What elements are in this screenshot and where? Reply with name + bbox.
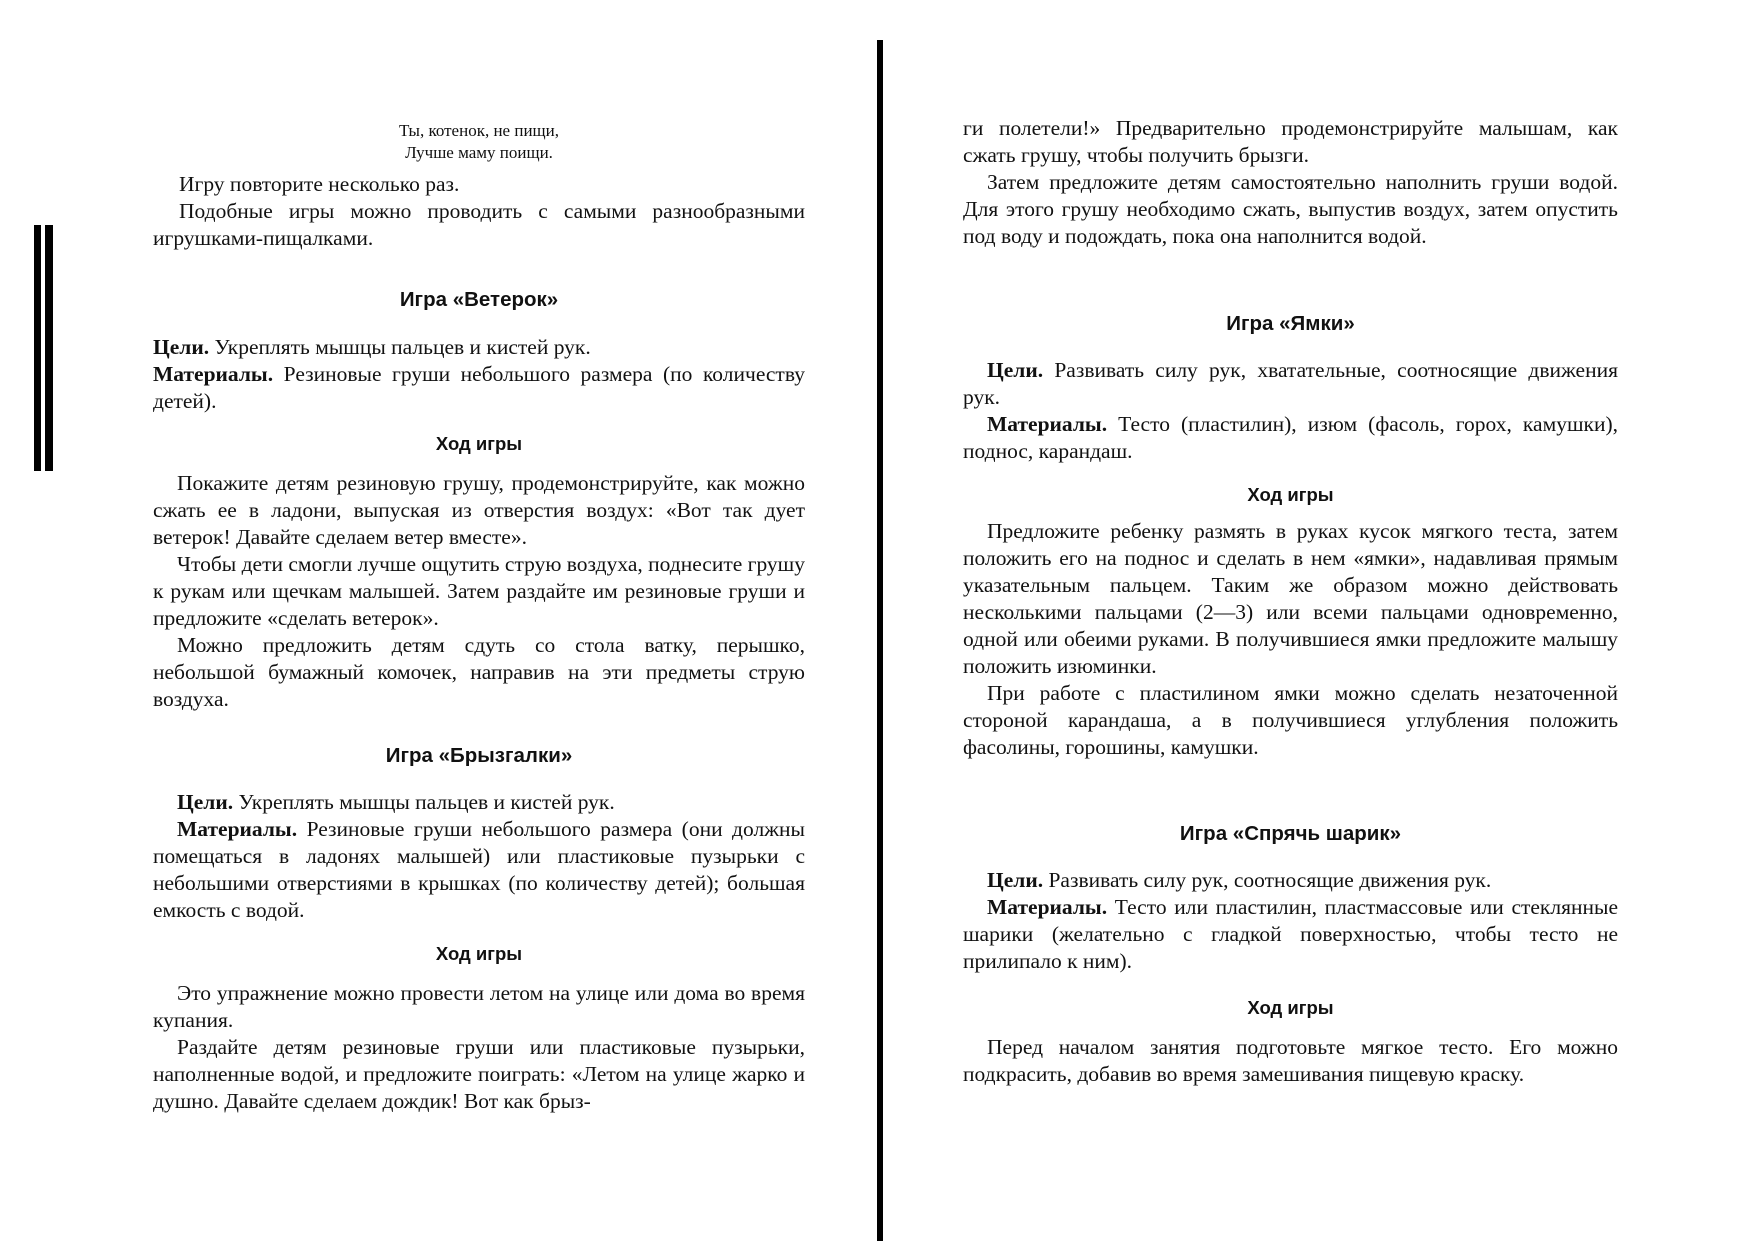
paragraph: Затем предложите детям самостоятельно наполнить груши водой. Для этого грушу необходимо сжать, выпустив воздух, затем опустить под воду и подождать, пока она наполнится водой. xyxy=(963,170,1618,248)
materials-text: Тесто (пластилин), изюм (фасоль, горох, камушки), поднос, карандаш. xyxy=(963,412,1618,463)
goals-label: Цели. xyxy=(153,335,210,359)
materials-line xyxy=(153,361,805,415)
poem-line: Лучше маму поищи. xyxy=(405,143,553,162)
goals-line xyxy=(963,357,1618,411)
goals-line xyxy=(963,867,1618,894)
materials-label: Материалы. xyxy=(153,362,274,386)
goals-text: Развивать силу рук, соотносящие движения рук. xyxy=(1043,868,1492,892)
section-subtitle: Ход игры xyxy=(1247,484,1334,505)
game-title: Игра «Ветерок» xyxy=(399,288,559,311)
continued-text xyxy=(963,115,1618,250)
game-title: Игра «Спрячь шарик» xyxy=(1179,822,1402,845)
materials-label: Материалы. xyxy=(987,895,1108,919)
goals-text: Развивать силу рук, хватательные, соотносящие движения рук. xyxy=(963,358,1618,409)
paragraph: Чтобы дети смогли лучше ощутить струю воздуха, поднесите грушу к рукам или щечкам малышей. Затем раздайте им резиновые груши и предложите «сделать ветерок». xyxy=(153,552,805,630)
materials-label: Материалы. xyxy=(177,817,298,841)
game-meta xyxy=(153,789,805,924)
game-meta xyxy=(963,357,1618,465)
page-divider xyxy=(877,40,883,1241)
materials-line xyxy=(963,411,1618,465)
materials-text: Резиновые груши небольшого размера (они должны помещаться в ладонях малышей) или пластиковые пузырьки с небольшими отверстиями в крышках (по количеству детей); большая емкость с водой. xyxy=(153,817,805,922)
paragraph: Подобные игры можно проводить с самыми разнообразными игрушками-пищалками. xyxy=(153,199,805,250)
goals-line xyxy=(153,789,805,816)
goals-line xyxy=(153,334,805,361)
paragraph: При работе с пластилином ямки можно сделать незаточенной стороной карандаша, а в получившиеся углубления положить фасолины, горошины, камушки. xyxy=(963,681,1618,759)
paragraph: Это упражнение можно провести летом на улице или дома во время купания. xyxy=(153,981,805,1032)
paragraph: Перед началом занятия подготовьте мягкое тесто. Его можно подкрасить, добавив во время замешивания пищевую краску. xyxy=(963,1035,1618,1086)
goals-text: Укреплять мышцы пальцев и кистей рук. xyxy=(209,335,591,359)
materials-text: Резиновые груши небольшого размера (по количеству детей). xyxy=(153,362,805,413)
materials-line xyxy=(963,894,1618,975)
section-subtitle: Ход игры xyxy=(1247,997,1334,1018)
poem-line: Ты, котенок, не пищи, xyxy=(399,121,559,140)
goals-text: Укреплять мышцы пальцев и кистей рук. xyxy=(233,790,615,814)
binding-mark xyxy=(34,225,53,471)
game-body xyxy=(153,980,805,1115)
game-title: Игра «Брызгалки» xyxy=(385,744,573,767)
poem xyxy=(153,120,805,164)
section-subtitle: Ход игры xyxy=(435,943,523,964)
game-meta xyxy=(153,334,805,415)
section-subtitle: Ход игры xyxy=(435,433,523,454)
materials-line xyxy=(153,816,805,924)
paragraph: Игру повторите несколько раз. xyxy=(179,172,460,196)
goals-label: Цели. xyxy=(987,868,1044,892)
paragraph: Можно предложить детям сдуть со стола ватку, перышко, небольшой бумажный комочек, направив на эти предметы струю воздуха. xyxy=(153,633,805,711)
paragraph: Предложите ребенку размять в руках кусок мягкого теста, затем положить его на поднос и сделать в нем «ямки», надавливая прямым указательным пальцем. Таким же образом можно действовать несколькими пальцами (2—3) или всеми пальцами одновременно, одной или обеими руками. В получившиеся ямки предложите малышу положить изюминки. xyxy=(963,519,1618,678)
game-body xyxy=(963,518,1618,761)
intro-text xyxy=(153,171,805,252)
paragraph: Раздайте детям резиновые груши или пластиковые пузырьки, наполненные водой, и предложите поиграть: «Летом на улице жарко и душно. Давайте сделаем дождик! Вот как брыз- xyxy=(153,1035,805,1113)
game-body xyxy=(153,470,805,713)
paragraph: Покажите детям резиновую грушу, продемонстрируйте, как можно сжать ее в ладони, выпуская из отверстия воздух: «Вот так дует ветерок! Давайте сделаем ветер вместе». xyxy=(153,471,805,549)
goals-label: Цели. xyxy=(987,358,1044,382)
game-title: Игра «Ямки» xyxy=(1226,312,1355,335)
goals-label: Цели. xyxy=(177,790,234,814)
game-body xyxy=(963,1034,1618,1088)
materials-label: Материалы. xyxy=(987,412,1108,436)
paragraph: ги полетели!» Предварительно продемонстрируйте малышам, как сжать грушу, чтобы получить брызги. xyxy=(963,116,1618,167)
materials-text: Тесто или пластилин, пластмассовые или стеклянные шарики (желательно с гладкой поверхностью, чтобы тесто не прилипало к ним). xyxy=(963,895,1618,973)
game-meta xyxy=(963,867,1618,975)
